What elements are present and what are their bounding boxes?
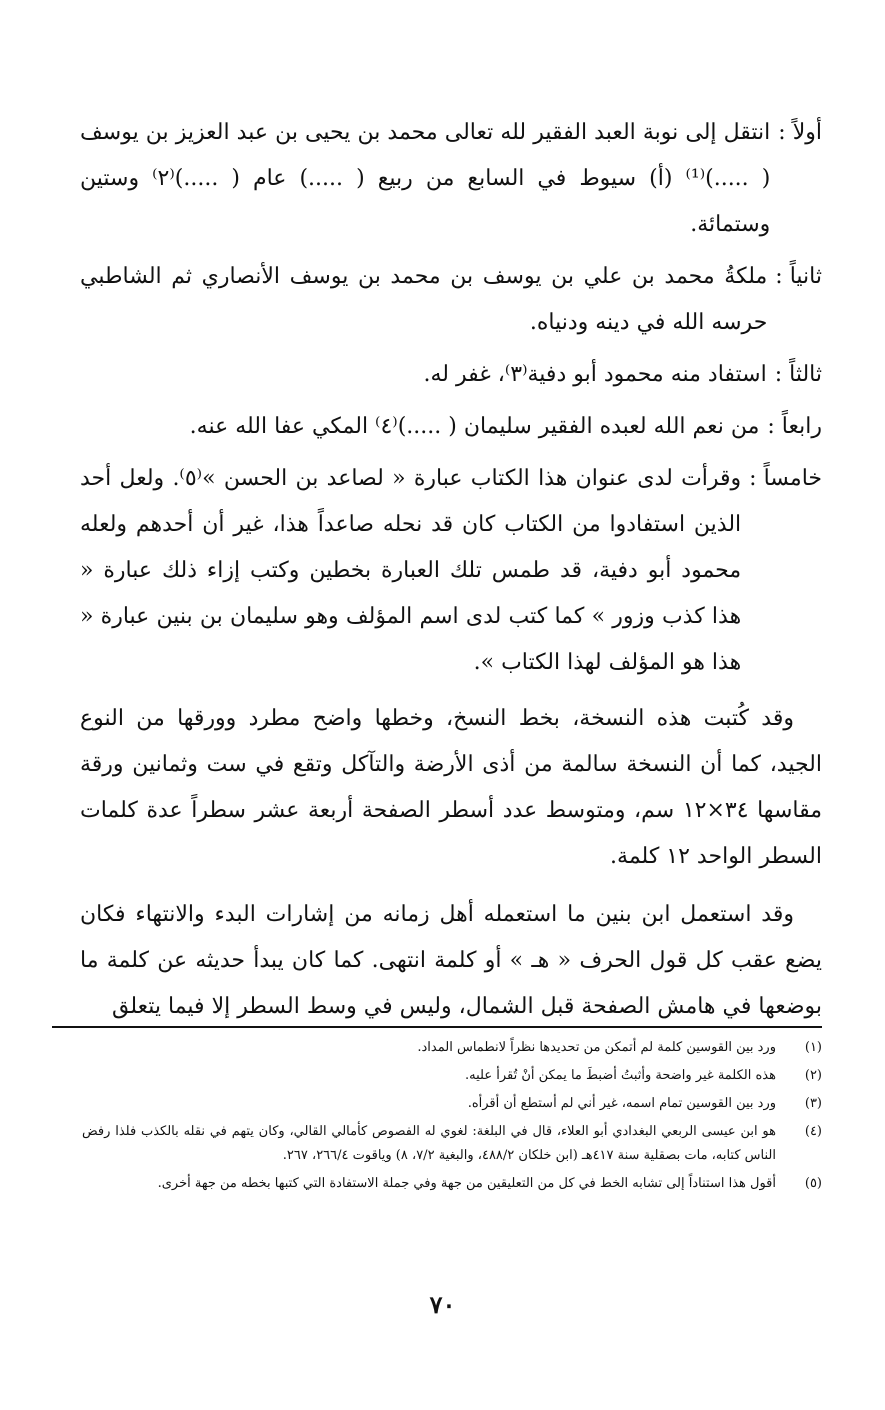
footnote-number: (٣): [804, 1096, 822, 1111]
note-item: [80, 110, 822, 248]
note-text: استفاد منه محمود أبو دفية⁽٣⁾، غفر له.: [423, 362, 767, 387]
body-paragraph: وقد كُتبت هذه النسخة، بخط النسخ، وخطها واضح مطرد وورقها من النوع الجيد، كما أن النسخة سالمة من أذى الأرضة والتآكل وتقع في ست وثمانين ورقة مقاسها ٣٤×١٢ سم، ومتوسط عدد أسطر الصفحة أربعة عشر سطراً عدة كلمات السطر الواحد ١٢ كلمة.: [80, 706, 822, 869]
footnote: [82, 1172, 822, 1196]
footnote-text: ورد بين القوسين كلمة لم أتمكن من تحديدها نظراً لانطماس المداد.: [417, 1040, 776, 1055]
note-item: [80, 456, 822, 686]
footnote-text: أقول هذا استناداً إلى تشابه الخط في كل من التعليقين من جهة وفي جملة الاستفادة التي كتبها بخطه من جهة أخرى.: [157, 1176, 776, 1191]
footnote-number: (١): [804, 1040, 822, 1055]
note-label: رابعاً :: [767, 414, 822, 439]
footnote-text: هو ابن عيسى الربعي البغدادي أبو العلاء، قال في البلغة: لغوي له الفصوص كأمالي القالي، وكان يتهم في نقله بالكذب فلذا رفض الناس كتابه، مات بصقلية سنة ٤١٧هـ (ابن خلكان ٤٨٨/٢، والبغية ٧/٢، ٨) وياقوت ٢٦٦/٤، ٢٦٧.: [82, 1124, 776, 1163]
numbered-notes: [80, 110, 822, 692]
note-text: ملكةُ محمد بن علي بن يوسف بن محمد بن يوسف الأنصاري ثم الشاطبي حرسه الله في دينه ودنياه.: [80, 264, 768, 335]
footnote-number: (٢): [804, 1068, 822, 1083]
footnote: [82, 1092, 822, 1116]
note-label: ثالثاً :: [774, 362, 822, 387]
body-text: [80, 696, 822, 1042]
note-item: [80, 254, 822, 346]
note-item: [80, 404, 822, 450]
note-label: أولاً :: [778, 120, 822, 145]
footnote: [82, 1036, 822, 1060]
footnote-divider: [52, 1026, 822, 1028]
footnote-text: هذه الكلمة غير واضحة وأثبتُ أضبطَ ما يمكن أنْ تُقرأ عليه.: [464, 1068, 776, 1083]
note-text: من نعم الله لعبده الفقير سليمان ( .....)⁽٤⁾ المكي عفا الله عنه.: [189, 414, 760, 439]
footnote-number: (٤): [804, 1124, 822, 1139]
footnote: [82, 1120, 822, 1168]
note-item: [80, 352, 822, 398]
body-paragraph: وقد استعمل ابن بنين ما استعمله أهل زمانه من إشارات البدء والانتهاء فكان يضع عقب كل قول الحرف « هـ » أو كلمة انتهى. كما كان يبدأ حديثه عن كلمة ما بوضعها في هامش الصفحة قبل الشمال، وليس في وسط السطر إلا فيما يتعلق: [80, 902, 822, 1019]
footnotes: [82, 1036, 822, 1200]
note-label: ثانياً :: [775, 264, 822, 289]
note-text: وقرأت لدى عنوان هذا الكتاب عبارة « لصاعد بن الحسن »⁽٥⁾. ولعل أحد الذين استفادوا من الكتاب كان قد نحله صاعداً هذا، غير أن أحدهم ولعله محمود أبو دفية، قد طمس تلك العبارة بخطين وكتب إزاء ذلك عبارة « هذا كذب وزور » كما كتب لدى اسم المؤلف وهو سليمان بن بنين عبارة « هذا هو المؤلف لهذا الكتاب ».: [80, 466, 742, 675]
footnote: [82, 1064, 822, 1088]
note-label: خامساً :: [749, 466, 822, 491]
note-text: انتقل إلى نوبة العبد الفقير لله تعالى محمد بن يحيى بن عبد العزيز بن يوسف ( .....)⁽¹⁾ (أ) سيوط في السابع من ربيع ( .....) عام ( .....)⁽٢⁾ وستين وستمائة.: [80, 120, 771, 237]
footnote-number: (٥): [804, 1176, 822, 1191]
page-number: ٧٠: [429, 1290, 456, 1319]
footnote-text: ورد بين القوسين تمام اسمه، غير أني لم أستطع أن أقرأه.: [467, 1096, 776, 1111]
